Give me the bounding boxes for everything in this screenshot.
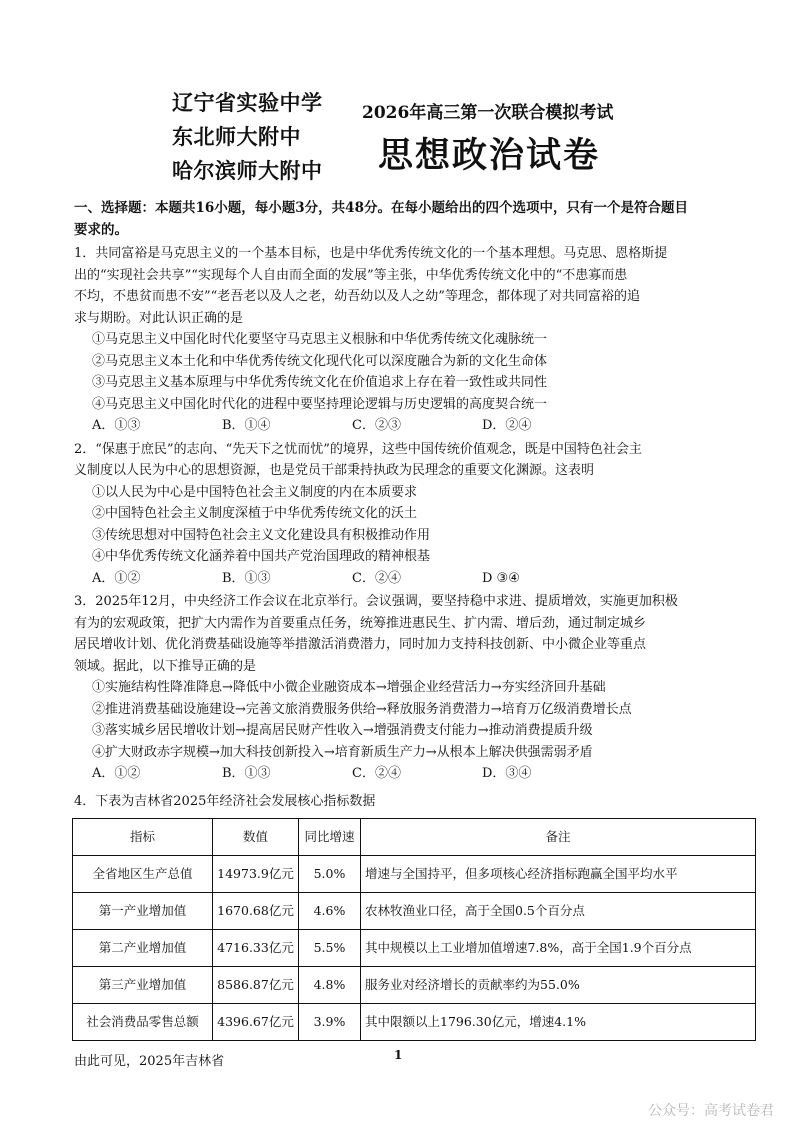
answer-choice-c: C．②④ [352, 766, 401, 781]
table-cell: 第一产业增加值 [73, 893, 213, 930]
statement-option: ②中国特色社会主义制度深植于中华优秀传统文化的沃土 [92, 506, 418, 521]
table-cell: 5.5% [299, 930, 361, 967]
answer-choice-c: C．②④ [352, 570, 401, 586]
question-4-stem: 4．下表为吉林省2025年经济社会发展核心指标数据 [74, 793, 376, 809]
statement-option: ①马克思主义中国化时代化要坚守马克思主义根脉和中华优秀传统文化魂脉统一 [92, 332, 548, 347]
stem-line: 不均，不患贫而患不安”“老吾老以及人之老，幼吾幼以及人之幼”等理念，都体现了对共同富裕的追 [74, 289, 640, 304]
section-heading-line: 要求的。 [74, 221, 128, 238]
table-cell: 服务业对经济增长的贡献率约为55.0% [361, 967, 756, 1004]
exam-title: 2026年高三第一次联合模拟考试 [362, 103, 614, 123]
question-stem [74, 591, 734, 677]
table-cell: 1670.68亿元 [213, 893, 299, 930]
watermark-text: 公众号：高考试卷君 [648, 1103, 774, 1119]
section-heading-line: 一、选择题：本题共16小题，每小题3分，共48分。在每小题给出的四个选项中，只有一个是符合题目 [74, 200, 688, 216]
table-cell: 农林牧渔业口径，高于全国0.5个百分点 [361, 893, 756, 930]
stem-line: 3．2025年12月，中央经济工作会议在北京举行。会议强调，要坚持稳中求进、提质增效，实施更加积极 [74, 594, 678, 609]
statement-option: ③马克思主义基本原理与中华优秀传统文化在价值追求上存在着一致性或共同性 [92, 375, 548, 390]
column-header: 备注 [361, 819, 756, 856]
answer-choice-b: B．①③ [222, 766, 271, 781]
table-row [73, 1004, 756, 1041]
table-cell: 8586.87亿元 [213, 967, 299, 1004]
answer-choice-c: C．②③ [352, 418, 401, 433]
statement-option: ④马克思主义中国化时代化的进程中要坚持理论逻辑与历史逻辑的高度契合统一 [92, 396, 548, 412]
answer-choice-d: D．②④ [482, 418, 532, 433]
school-list [172, 86, 352, 188]
table-cell: 4.6% [299, 893, 361, 930]
stem-line: 出的“实现社会共享”“实现每个人自由而全面的发展”等主张，中华优秀传统文化中的“不患寡而患 [74, 267, 628, 283]
answer-choice-b: B．①③ [222, 570, 271, 586]
table-cell: 4396.67亿元 [213, 1004, 299, 1041]
stem-line: 2．“保惠于庶民”的志向、“先天下之忧而忧”的境界，这些中国传统价值观念，既是中国特色社会主 [74, 441, 642, 457]
question-stem [74, 243, 734, 329]
statement-option: ②推进消费基础设施建设→完善文旅消费服务供给→释放服务消费潜力→培育万亿级消费增长点 [92, 701, 632, 717]
subject-title: 思想政治试卷 [378, 135, 601, 176]
stem-line: 义制度以人民为中心的思想资源，也是党员干部秉持执政为民理念的重要文化渊源。这表明 [74, 463, 595, 478]
question-stem [74, 439, 734, 482]
indicator-table [72, 818, 756, 1041]
question-2 [74, 439, 734, 590]
table-cell: 4716.33亿元 [213, 930, 299, 967]
stem-line: 求与期盼。对此认识正确的是 [74, 310, 244, 326]
table-header-row [73, 819, 756, 856]
table-cell: 14973.9亿元 [213, 856, 299, 893]
statement-option: ①实施结构性降准降息→降低中小微企业融资成本→增强企业经营活力→夯实经济回升基础 [92, 680, 606, 695]
column-header: 指标 [73, 819, 213, 856]
answer-choice-d: D．③④ [482, 766, 532, 781]
table-row [73, 967, 756, 1004]
table-cell: 其中限额以上1796.30亿元，增速4.1% [361, 1004, 756, 1041]
stem-line: 领域。据此，以下推导正确的是 [74, 658, 257, 674]
table-cell: 第三产业增加值 [73, 967, 213, 1004]
exam-content [74, 198, 734, 1073]
table-cell: 社会消费品零售总额 [73, 1004, 213, 1041]
statement-option: ①以人民为中心是中国特色社会主义制度的内在本质要求 [92, 484, 418, 500]
answer-choices [74, 415, 734, 437]
answer-choices [74, 568, 734, 590]
statement-option: ④中华优秀传统文化涵养着中国共产党治国理政的精神根基 [92, 549, 431, 564]
table-cell: 3.9% [299, 1004, 361, 1041]
answer-choice-a: A．①② [92, 766, 141, 781]
answer-choice-b: B．①④ [222, 418, 271, 433]
question-3 [74, 591, 734, 785]
table-cell: 5.0% [299, 856, 361, 893]
school-name: 哈尔滨师大附中 [172, 158, 323, 183]
table-row [73, 930, 756, 967]
answer-choice-a: A．①② [92, 570, 141, 586]
table-cell: 其中规模以上工业增加值增速7.8%，高于全国1.9个百分点 [361, 930, 756, 967]
answer-choices [74, 763, 734, 785]
table-row [73, 893, 756, 930]
statement-option: ③传统思想对中国特色社会主义文化建设具有积极推动作用 [92, 527, 431, 543]
table-cell: 4.8% [299, 967, 361, 1004]
question-1 [74, 243, 734, 437]
statement-option: ②马克思主义本土化和中华优秀传统文化现代化可以深度融合为新的文化生命体 [92, 353, 548, 369]
school-name: 东北师大附中 [172, 124, 301, 149]
stem-line: 居民增收计划、优化消费基础设施等举措激活消费潜力，同时加力支持科技创新、中小微企业等重点 [74, 637, 647, 652]
table-cell: 全省地区生产总值 [73, 856, 213, 893]
answer-choice-d: D ③④ [482, 570, 520, 586]
page-number: 1 [394, 1048, 403, 1062]
table-cell: 增速与全国持平，但多项核心经济指标跑赢全国平均水平 [361, 856, 756, 893]
section-heading [74, 198, 734, 241]
statement-option: ④扩大财政赤字规模→加大科技创新投入→培育新质生产力→从根本上解决供强需弱矛盾 [92, 744, 593, 760]
table-row [73, 856, 756, 893]
question-4-lead: 由此可见，2025年吉林省 [74, 1054, 225, 1069]
statement-option: ③落实城乡居民增收计划→提高居民财产性收入→增强消费支付能力→推动消费提质升级 [92, 723, 593, 738]
answer-choice-a: A．①③ [92, 418, 141, 433]
stem-line: 有为的宏观政策，把扩大内需作为首要重点任务，统筹推进惠民生、扩内需、增后劲，通过制定城乡 [74, 615, 647, 631]
school-name: 辽宁省实验中学 [172, 90, 323, 115]
column-header: 数值 [213, 819, 299, 856]
stem-line: 1．共同富裕是马克思主义的一个基本目标，也是中华优秀传统文化的一个基本理想。马克思、恩格斯提 [74, 246, 668, 261]
column-header: 同比增速 [299, 819, 361, 856]
table-cell: 第二产业增加值 [73, 930, 213, 967]
